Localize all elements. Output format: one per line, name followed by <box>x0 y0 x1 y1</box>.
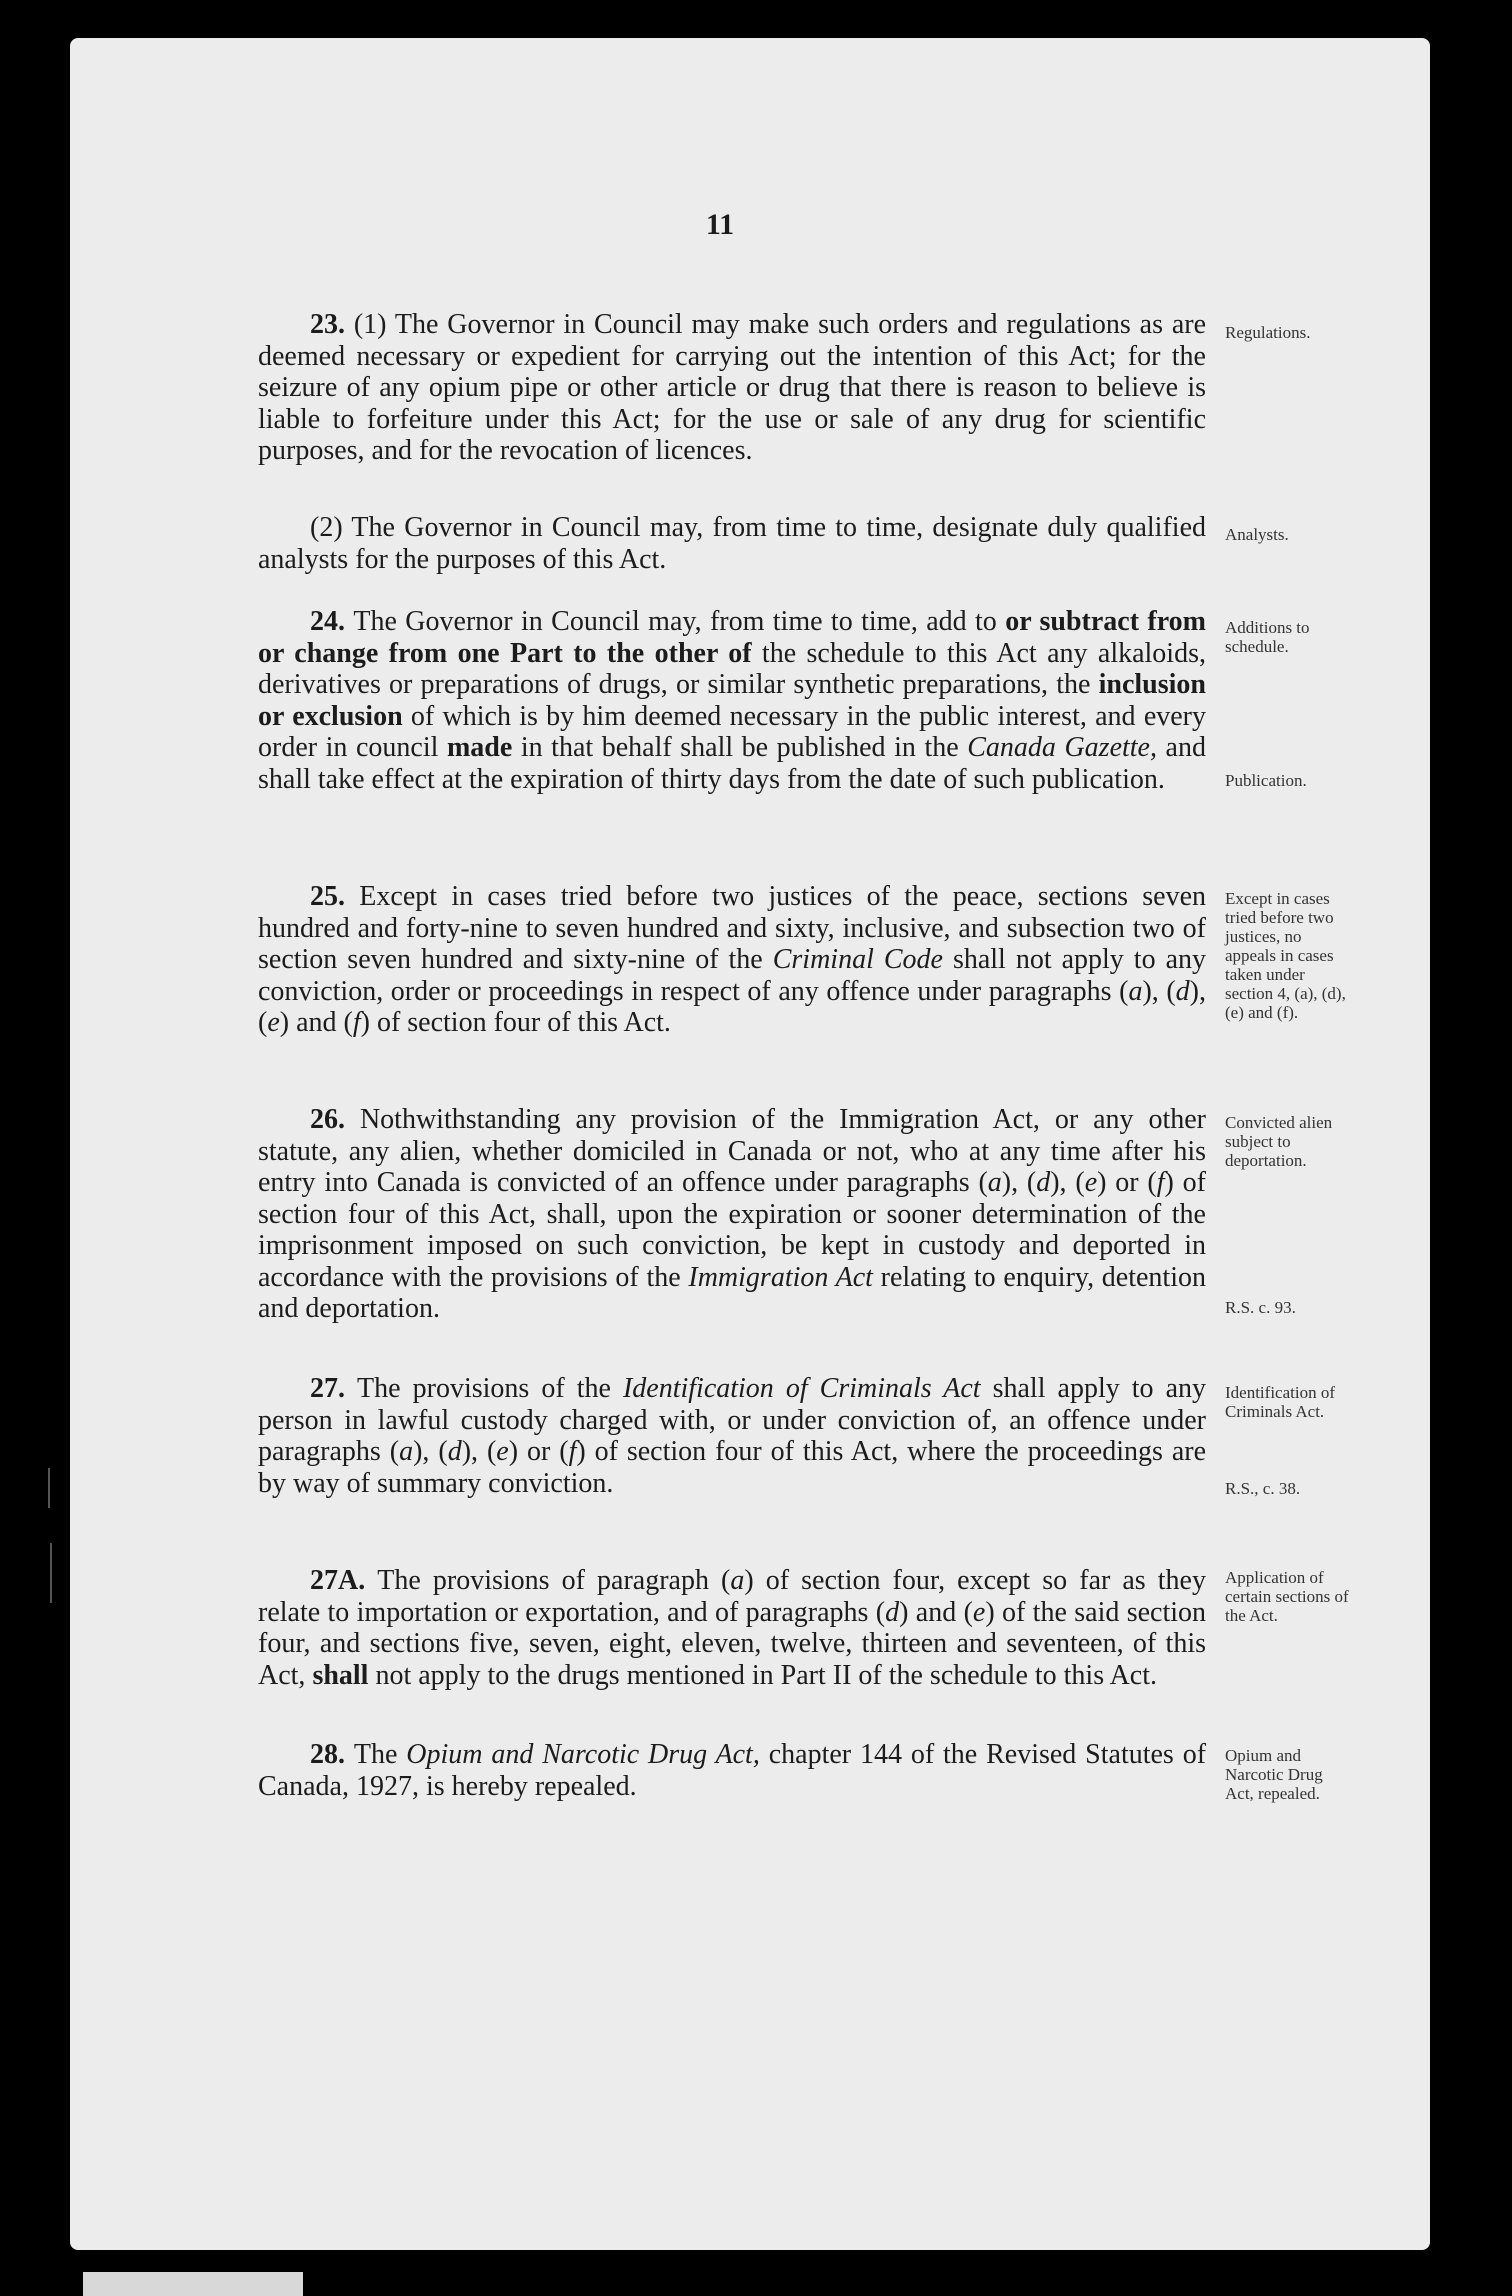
section-text: (1) The Governor in Council may make such orders and regulations as are deemed necessary or expedient for carrying out the intention of this Act; for the seizure of any opium pipe or other article or drug that there is reason to believe is liable to forfeiture under this Act; for the use or sale of any drug for scientific purposes, and for the revocation of licences. <box>258 309 1206 466</box>
section-text: The <box>353 1739 407 1770</box>
section-text: shall not apply to any conviction, order or proceedings in respect of any offence under paragraphs ( <box>258 944 1206 1007</box>
scan-bottom-strip <box>83 2272 303 2296</box>
section-text: d <box>1036 1167 1051 1198</box>
section-text: relating to enquiry, detention and deportation. <box>258 1261 1206 1324</box>
margin-note-rs-93: R.S. c. 93. <box>1225 1298 1296 1317</box>
section-text: ), ( <box>1050 1167 1085 1198</box>
section-text: not apply to the drugs mentioned in Part II of the schedule to this Act. <box>368 1659 1157 1691</box>
margin-note-publication: Publication. <box>1225 771 1307 790</box>
section-text: a <box>1128 975 1143 1007</box>
section-text: ), ( <box>461 1436 497 1467</box>
section-text: e <box>496 1436 509 1467</box>
section-text: or subtract from or change from one Part to the other of <box>258 606 1207 669</box>
section-number: 28. <box>310 1739 354 1770</box>
section-text: Opium and Narcotic Drug Act, <box>406 1739 760 1770</box>
section-text: shall <box>312 1659 369 1691</box>
section-text: ) and ( <box>899 1596 973 1628</box>
section-text: Identification of Criminals Act <box>622 1373 981 1404</box>
section-text: Immigration Act <box>688 1261 873 1293</box>
section-text: Nothwithstanding any provision of the Immigration Act, or any other statute, any alien, whether domiciled in Canada or not, who at any time after his entry into Canada is convicted of an offence under paragraphs ( <box>258 1104 1206 1198</box>
section-number: 24. <box>310 606 354 637</box>
section-text: the schedule to this Act any alkaloids, derivatives or preparations of drugs, or similar synthetic preparations, the <box>258 637 1206 700</box>
section-28 <box>258 1739 1206 1802</box>
margin-note-analysts: Analysts. <box>1225 525 1289 544</box>
margin-note-regulations: Regulations. <box>1225 323 1311 342</box>
section-text: inclusion or exclusion <box>258 669 1206 732</box>
section-number: 27A. <box>310 1565 378 1596</box>
section-text: ) or ( <box>1097 1167 1157 1198</box>
section-text: ), ( <box>1001 1167 1037 1198</box>
section-text: ), ( <box>1142 975 1176 1007</box>
section-number: 26. <box>310 1104 360 1135</box>
section-text: made <box>446 732 513 763</box>
margin-note-identification: Identification of Criminals Act. <box>1225 1383 1335 1421</box>
margin-note-application: Application of certain sections of the Act. <box>1225 1568 1349 1625</box>
section-text: ) and ( <box>279 1007 353 1038</box>
section-text: a <box>987 1167 1002 1198</box>
margin-note-additions: Additions to schedule. <box>1225 618 1310 656</box>
page-number: 11 <box>705 208 735 241</box>
section-24 <box>258 606 1206 795</box>
section-text: f <box>568 1436 577 1467</box>
margin-note-convicted-alien: Convicted alien subject to deportation. <box>1225 1113 1333 1170</box>
margin-note-repealed: Opium and Narcotic Drug Act, repealed. <box>1225 1746 1323 1803</box>
section-text: e <box>267 1007 280 1038</box>
section-text: ) of section four, except so far as they relate to importation or exportation, and of paragraphs ( <box>258 1565 1206 1628</box>
section-text: ), ( <box>258 975 1206 1038</box>
section-text: ), ( <box>413 1436 448 1467</box>
section-text: ) or ( <box>508 1436 569 1467</box>
margin-note-rs-38: R.S., c. 38. <box>1225 1479 1301 1498</box>
margin-note-except: Except in cases tried before two justices, no appeals in cases taken under section 4, (a), (d), (e) and (f). <box>1225 889 1346 1022</box>
section-text: Except in cases tried before two justices of the peace, sections seven hundred and forty-nine to seven hundred and sixty, inclusive, and subsection two of section seven hundred and sixty-nine of the <box>258 881 1207 975</box>
section-number: 23. <box>310 309 354 340</box>
section-text: ) of section four of this Act, shall, upon the expiration or sooner determination of the imprisonment imposed on such conviction, be kept in custody and deported in accordance with the provisions of the <box>258 1167 1206 1293</box>
section-number: 25. <box>310 881 360 912</box>
section-number: 27. <box>310 1373 358 1404</box>
section-text: d <box>885 1596 900 1628</box>
section-text: of which is by him deemed necessary in the public interest, and every order in council <box>258 700 1206 763</box>
section-25 <box>258 881 1206 1039</box>
section-text: f <box>1156 1167 1165 1198</box>
section-text: and shall take effect at the expiration of thirty days from the date of such publication. <box>258 732 1206 795</box>
section-27a <box>258 1565 1206 1691</box>
section-text: (2) The Governor in Council may, from time to time, designate duly qualified analysts for the purposes of this Act. <box>258 512 1206 575</box>
section-text: ) of section four of this Act. <box>360 1007 671 1038</box>
section-27 <box>258 1373 1206 1499</box>
section-text: shall apply to any person in lawful custody charged with, or under conviction of, an offence under paragraphs ( <box>258 1373 1207 1467</box>
document-page <box>70 38 1430 2250</box>
section-text: a <box>399 1436 414 1467</box>
section-text: f <box>352 1007 361 1038</box>
scan-edge-mark <box>50 1543 52 1603</box>
section-23-2 <box>258 512 1206 575</box>
section-text: Canada Gazette, <box>967 732 1157 763</box>
section-text: a <box>730 1565 745 1596</box>
section-text: The provisions of paragraph ( <box>377 1565 731 1596</box>
scan-edge-mark <box>48 1468 50 1508</box>
section-text: e <box>972 1596 986 1628</box>
section-text: in that behalf shall be published in the <box>512 732 968 763</box>
section-text: d <box>1175 975 1190 1007</box>
section-text: ) of section four of this Act, where the proceedings are by way of summary conviction. <box>258 1436 1207 1499</box>
section-text: Criminal Code <box>772 944 943 975</box>
section-text: The Governor in Council may, from time to time, add to <box>353 606 1006 637</box>
section-text: ) of the said section four, and sections five, seven, eight, eleven, twelve, thirteen and seventeen, of this Act, <box>258 1596 1207 1691</box>
section-text: The provisions of the <box>357 1373 623 1404</box>
section-text: e <box>1084 1167 1098 1198</box>
section-23-1 <box>258 309 1206 467</box>
section-text: chapter 144 of the Revised Statutes of Canada, 1927, is hereby repealed. <box>258 1739 1207 1802</box>
section-26 <box>258 1104 1206 1325</box>
section-text: d <box>447 1436 462 1467</box>
